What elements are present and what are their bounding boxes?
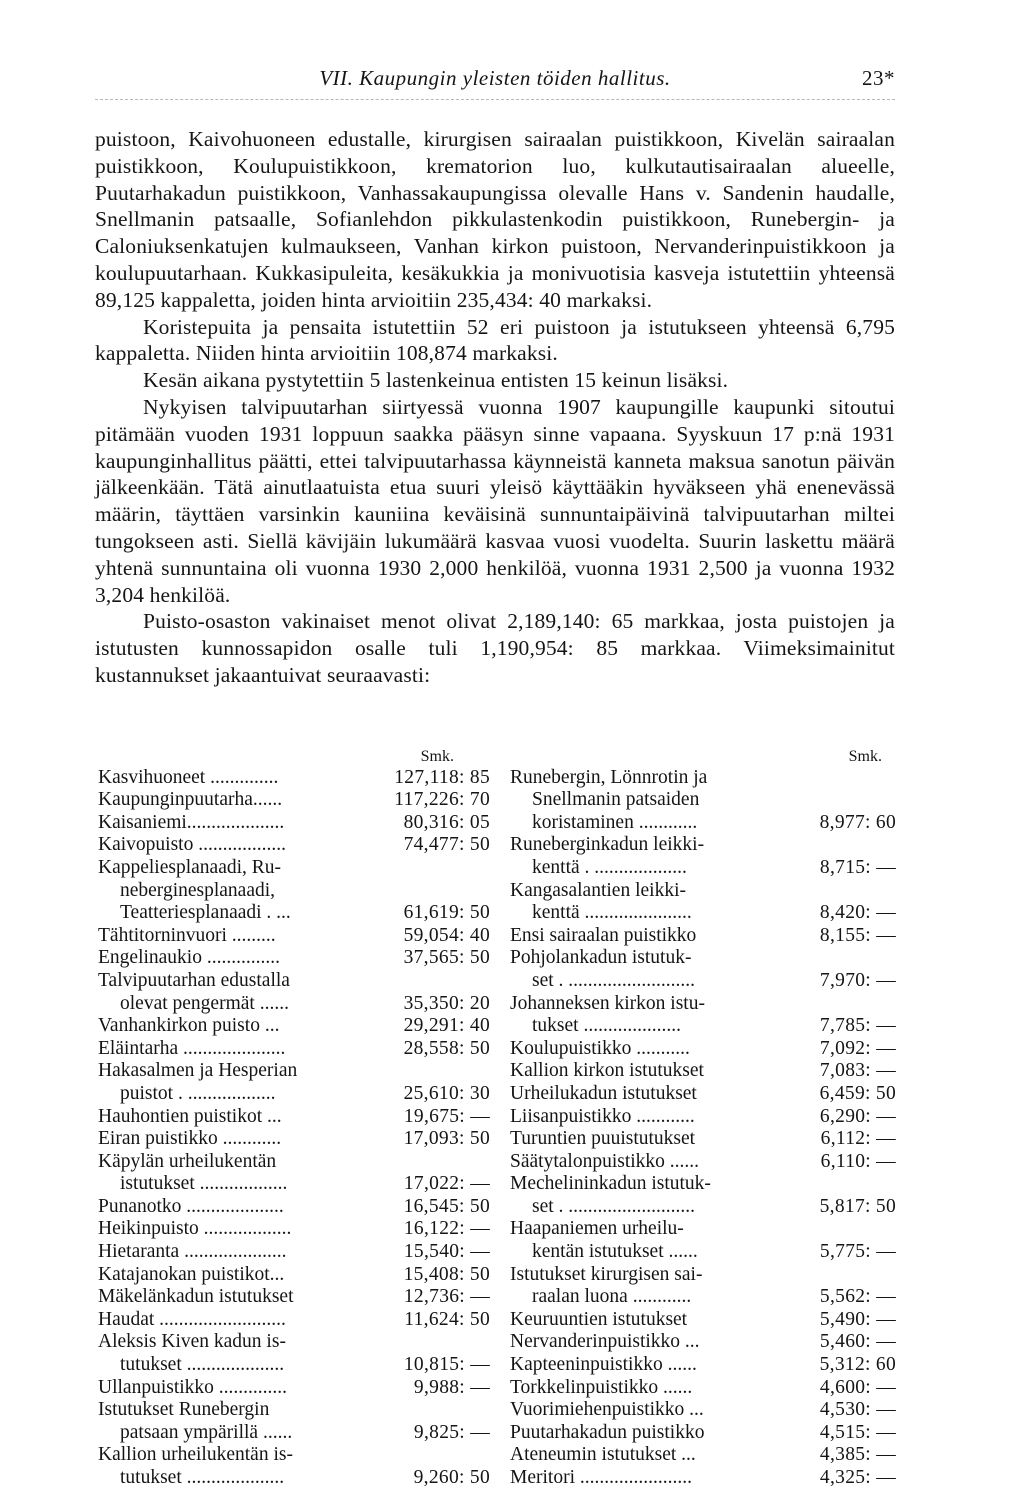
row-label: tutukset .................... xyxy=(120,1467,285,1488)
table-row xyxy=(510,1015,896,1038)
table-row xyxy=(98,1399,490,1422)
table-row xyxy=(98,1331,490,1354)
table-row xyxy=(98,1377,490,1400)
row-label: Runeberginkadun leikki- xyxy=(510,834,705,856)
table-row xyxy=(510,1060,896,1083)
row-label: Liisanpuistikko ............ xyxy=(510,1105,695,1127)
table-row xyxy=(510,1444,896,1467)
row-label: Nervanderinpuistikko ... xyxy=(510,1331,700,1353)
row-label: Hauhontien puistikot ... xyxy=(98,1105,282,1127)
row-value: 11,624: 50 xyxy=(404,1308,490,1330)
row-value: 4,385: — xyxy=(819,1444,896,1466)
row-value: 16,545: 50 xyxy=(403,1195,490,1217)
table-row xyxy=(98,767,490,790)
table-row xyxy=(510,1286,896,1309)
row-value: 12,736: — xyxy=(403,1286,490,1308)
table-row xyxy=(98,834,490,857)
row-value: 80,316: 05 xyxy=(403,811,490,833)
row-label: Eiran puistikko ............ xyxy=(98,1128,282,1150)
table-row xyxy=(98,1309,490,1332)
table-row xyxy=(510,1241,896,1264)
row-label: Talvipuutarhan edustalla xyxy=(98,969,290,991)
table-row xyxy=(98,970,490,993)
row-label: Punanotko .................... xyxy=(98,1195,284,1217)
row-value: 4,600: — xyxy=(819,1376,896,1398)
table-row xyxy=(98,1196,490,1219)
row-label: kenttä ...................... xyxy=(532,902,692,924)
row-label: Koulupuistikko ........... xyxy=(510,1037,690,1059)
currency-header xyxy=(510,744,896,767)
table-row xyxy=(510,1083,896,1106)
table-row xyxy=(98,812,490,835)
row-value: 28,558: 50 xyxy=(403,1037,490,1059)
row-label: Kasvihuoneet .............. xyxy=(98,766,279,788)
currency-header-label: Smk. xyxy=(848,748,882,765)
row-value: 7,785: — xyxy=(819,1015,896,1037)
row-label: Ateneumin istutukset ... xyxy=(510,1444,696,1466)
row-label: kentän istutukset ...... xyxy=(532,1241,698,1263)
row-label: olevat pengermät ...... xyxy=(120,992,289,1014)
table-row xyxy=(510,1151,896,1174)
table-row xyxy=(98,1173,490,1196)
row-label: Pohjolankadun istutuk- xyxy=(510,947,692,969)
paragraph: Kesän aikana pystytettiin 5 lastenkeinua entisten 15 keinun lisäksi. xyxy=(143,368,729,393)
currency-header xyxy=(98,744,490,767)
row-label: Torkkelinpuistikko ...... xyxy=(510,1376,693,1398)
row-value: 74,477: 50 xyxy=(403,834,490,856)
row-value: 6,290: — xyxy=(819,1105,896,1127)
row-label: Hietaranta ..................... xyxy=(98,1241,287,1263)
row-value: 10,815: — xyxy=(403,1354,490,1376)
row-label: Kaivopuisto .................. xyxy=(98,834,286,856)
row-label: Kallion kirkon istutukset xyxy=(510,1060,704,1082)
row-label: Turuntien puuistutukset xyxy=(510,1128,696,1150)
table-row xyxy=(98,993,490,1016)
row-label: Mechelininkadun istutuk- xyxy=(510,1173,711,1195)
row-label: Kappeliesplanaadi, Ru- xyxy=(98,856,282,878)
row-label: Säätytalonpuistikko ...... xyxy=(510,1150,700,1172)
row-label: Katajanokan puistikot... xyxy=(98,1263,285,1285)
row-label: Eläintarha ..................... xyxy=(98,1037,286,1059)
table-row xyxy=(98,857,490,880)
row-value: 8,715: — xyxy=(819,856,896,878)
row-value: 9,988: — xyxy=(413,1376,490,1398)
table-row xyxy=(510,1422,896,1445)
table-row xyxy=(98,1286,490,1309)
body-text xyxy=(95,126,895,689)
row-value: 17,093: 50 xyxy=(403,1128,490,1150)
row-label: Haudat .......................... xyxy=(98,1308,286,1330)
row-value: 5,490: — xyxy=(819,1308,896,1330)
row-value: 8,977: 60 xyxy=(819,811,896,833)
row-value: 5,312: 60 xyxy=(819,1354,896,1376)
row-label: Engelinaukio ............... xyxy=(98,947,280,969)
paragraph: Puisto-osaston vakinaiset menot olivat 2,189,140: 65 markkaa, josta puistojen ja istutusten kunnossapidon osalle tuli 1,190,954: 85 markkaa. Viimeksimainitut kustannukset jakaantuivat seuraavasti: xyxy=(95,609,895,687)
row-value: 7,092: — xyxy=(819,1037,896,1059)
table-row xyxy=(98,1106,490,1129)
table-row xyxy=(98,1444,490,1467)
expense-table-right-column xyxy=(510,744,896,1490)
table-row xyxy=(510,1128,896,1151)
row-label: Meritori ....................... xyxy=(510,1467,692,1488)
table-row xyxy=(98,1083,490,1106)
row-label: patsaan ympärillä ...... xyxy=(120,1421,293,1443)
row-value: 117,226: 70 xyxy=(394,789,490,811)
table-row xyxy=(510,947,896,970)
row-label: Aleksis Kiven kadun is- xyxy=(98,1331,286,1353)
row-label: Snellmanin patsaiden xyxy=(532,789,700,811)
row-label: Heikinpuisto .................. xyxy=(98,1218,292,1240)
table-row xyxy=(98,902,490,925)
row-label: Keuruuntien istutukset xyxy=(510,1308,688,1330)
row-value: 9,260: 50 xyxy=(413,1467,490,1488)
row-value: 9,825: — xyxy=(413,1421,490,1443)
row-value: 5,562: — xyxy=(819,1286,896,1308)
row-label: puistot . .................. xyxy=(120,1082,276,1104)
row-value: 15,540: — xyxy=(403,1241,490,1263)
row-label: Kallion urheilukentän is- xyxy=(98,1444,293,1466)
row-value: 7,970: — xyxy=(819,969,896,991)
table-row xyxy=(98,947,490,970)
row-label: neberginesplanaadi, xyxy=(120,879,276,901)
row-label: Istutukset Runebergin xyxy=(98,1399,270,1421)
table-row xyxy=(510,993,896,1016)
table-row xyxy=(510,812,896,835)
row-value: 29,291: 40 xyxy=(403,1015,490,1037)
table-row xyxy=(98,1015,490,1038)
table-row xyxy=(510,1309,896,1332)
row-label: Käpylän urheilukentän xyxy=(98,1150,277,1172)
table-row xyxy=(510,789,896,812)
row-value: 25,610: 30 xyxy=(403,1082,490,1104)
table-row xyxy=(98,925,490,948)
row-label: Urheilukadun istutukset xyxy=(510,1082,697,1104)
row-label: Hakasalmen ja Hesperian xyxy=(98,1060,298,1082)
row-value: 6,459: 50 xyxy=(819,1082,896,1104)
table-row xyxy=(98,1241,490,1264)
row-label: Ensi sairaalan puistikko xyxy=(510,924,697,946)
paragraph: Nykyisen talvipuutarhan siirtyessä vuonna 1907 kaupungille kaupunki sitoutui pitämään vuoden 1931 loppuun saakka pääsyn sinne vapaana. Syyskuun 17 p:nä 1931 kaupunginhallitus päätti, ettei talvipuutarhassa käynneistä kanneta maksua sanotun päivän jälkeenkään. Tätä ainutlaatuista etua suuri yleisö käyttääkin hyväkseen yhä enenevässä määrin, täyttäen varsinkin kauniina keväisinä sunnuntaipäivinä talvipuutarhan miltei tungokseen asti. Siellä kävijäin lukumäärä kasvaa vuosi vuodelta. Suurin laskettu määrä yhtenä sunnuntaina oli vuonna 1930 2,000 henkilöä, vuonna 1931 2,500 ja vuonna 1932 3,204 henkilöä. xyxy=(95,394,895,607)
expense-table-left-column xyxy=(98,744,490,1490)
row-value: 17,022: — xyxy=(403,1173,490,1195)
row-label: kenttä . ................... xyxy=(532,856,687,878)
row-label: tukset .................... xyxy=(532,1015,681,1037)
row-value: 5,817: 50 xyxy=(819,1195,896,1217)
row-label: set . .......................... xyxy=(532,969,696,991)
row-label: Puutarhakadun puistikko xyxy=(510,1421,705,1443)
table-row xyxy=(98,1422,490,1445)
row-label: Ullanpuistikko .............. xyxy=(98,1376,288,1398)
table-row xyxy=(510,1173,896,1196)
row-label: Runebergin, Lönnrotin ja xyxy=(510,766,708,788)
paragraph: puistoon, Kaivohuoneen edustalle, kirurgisen sairaalan puistikkoon, Kivelän sairaalan puistikkoon, Koulupuistikkoon, krematorion luo, kulkutautisairaalan alueelle, Puutarhakadun puistikkoon, Vanhassakaupungissa olevalle Hans v. Sandenin haudalle, Snellmanin patsaalle, Sofianlehdon pikkulastenkodin puistikkoon, Runebergin- ja Caloniuksenkatujen kulmaukseen, Vanhan kirkon puistoon, Nervanderinpuistikkoon ja koulupuutarhaan. Kukkasipuleita, kesäkukkia ja monivuotisia kasveja istutettiin yhteensä 89,125 kappaletta, joiden hinta arvioitiin 235,434: 40 markaksi. xyxy=(95,127,895,312)
table-row xyxy=(98,1467,490,1490)
table-row xyxy=(98,1038,490,1061)
row-value: 4,515: — xyxy=(819,1421,896,1443)
table-row xyxy=(510,767,896,790)
row-value: 4,325: — xyxy=(819,1467,896,1488)
row-value: 16,122: — xyxy=(403,1218,490,1240)
table-row xyxy=(98,1060,490,1083)
row-value: 37,565: 50 xyxy=(403,947,490,969)
row-label: Vanhankirkon puisto ... xyxy=(98,1015,280,1037)
row-label: tutukset .................... xyxy=(120,1354,285,1376)
row-label: Kapteeninpuistikko ...... xyxy=(510,1354,697,1376)
running-title: VII. Kaupungin yleisten töiden hallitus. xyxy=(319,66,671,90)
row-value: 59,054: 40 xyxy=(403,924,490,946)
page-number: 23* xyxy=(862,66,895,90)
currency-header-label: Smk. xyxy=(420,748,454,765)
row-value: 5,460: — xyxy=(819,1331,896,1353)
row-label: set . .......................... xyxy=(532,1195,696,1217)
row-value: 6,112: — xyxy=(820,1128,896,1150)
row-label: Mäkelänkadun istutukset xyxy=(98,1286,294,1308)
table-row xyxy=(98,880,490,903)
row-label: koristaminen ............ xyxy=(532,811,698,833)
row-value: 8,420: — xyxy=(819,902,896,924)
row-label: Kaisaniemi.................... xyxy=(98,811,285,833)
row-label: Kangasalantien leikki- xyxy=(510,879,686,901)
table-row xyxy=(98,1354,490,1377)
row-value: 6,110: — xyxy=(820,1150,896,1172)
header-rule xyxy=(95,99,895,100)
row-label: Vuorimiehenpuistikko ... xyxy=(510,1399,704,1421)
table-row xyxy=(510,970,896,993)
table-row xyxy=(98,1264,490,1287)
table-row xyxy=(510,1196,896,1219)
table-row xyxy=(510,1106,896,1129)
row-value: 8,155: — xyxy=(819,924,896,946)
table-row xyxy=(510,880,896,903)
table-row xyxy=(510,834,896,857)
paragraph: Koristepuita ja pensaita istutettiin 52 eri puistoon ja istutukseen yhteensä 6,795 kappaletta. Niiden hinta arvioitiin 108,874 markaksi. xyxy=(95,314,895,366)
table-row xyxy=(510,1399,896,1422)
table-row xyxy=(510,1377,896,1400)
table-row xyxy=(510,857,896,880)
row-label: Kaupunginpuutarha...... xyxy=(98,789,283,811)
table-row xyxy=(510,902,896,925)
row-value: 35,350: 20 xyxy=(403,992,490,1014)
row-value: 7,083: — xyxy=(819,1060,896,1082)
row-label: istutukset .................. xyxy=(120,1173,288,1195)
page-header xyxy=(95,66,895,96)
row-label: Tähtitorninvuori ......... xyxy=(98,924,276,946)
row-value: 4,530: — xyxy=(819,1399,896,1421)
table-row xyxy=(510,1467,896,1490)
row-value: 15,408: 50 xyxy=(403,1263,490,1285)
table-row xyxy=(510,1038,896,1061)
row-label: Teatteriesplanaadi . ... xyxy=(120,902,291,924)
row-value: 127,118: 85 xyxy=(394,766,490,788)
table-row xyxy=(510,1331,896,1354)
row-label: Johanneksen kirkon istu- xyxy=(510,992,705,1014)
row-label: Haapaniemen urheilu- xyxy=(510,1218,684,1240)
row-value: 61,619: 50 xyxy=(403,902,490,924)
table-row xyxy=(510,925,896,948)
table-row xyxy=(98,789,490,812)
table-row xyxy=(510,1264,896,1287)
table-row xyxy=(510,1218,896,1241)
row-value: 5,775: — xyxy=(819,1241,896,1263)
row-label: Istutukset kirurgisen sai- xyxy=(510,1263,703,1285)
table-row xyxy=(510,1354,896,1377)
row-value: 19,675: — xyxy=(403,1105,490,1127)
table-row xyxy=(98,1151,490,1174)
row-label: raalan luona ............ xyxy=(532,1286,692,1308)
table-row xyxy=(98,1218,490,1241)
table-row xyxy=(98,1128,490,1151)
